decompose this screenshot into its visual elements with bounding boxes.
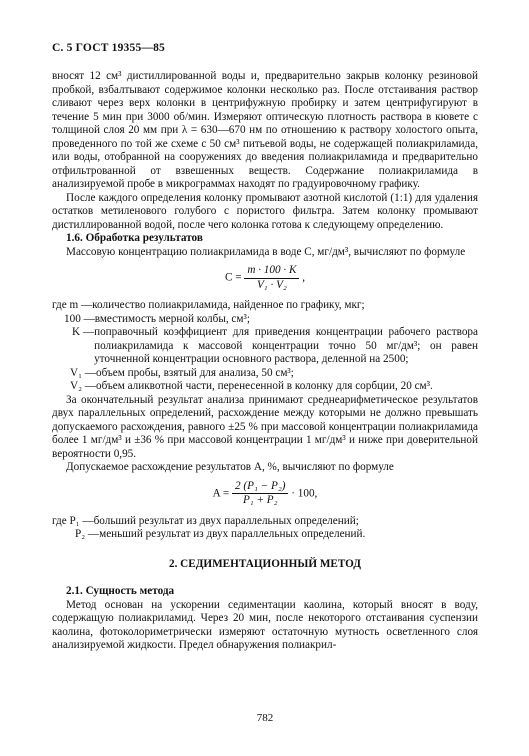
formula-lhs: C = bbox=[224, 271, 242, 284]
paragraph: После каждого определения колонку промывают азотной кислотой (1:1) для удаления остатков метиленового голубого с пористого фильтра. Затем колонку промывают дистиллированной водой, после чего колонка готова к следующему определению. bbox=[52, 191, 478, 231]
formula-concentration bbox=[52, 264, 478, 292]
section-heading: 2. СЕДИМЕНТАЦИОННЫЙ МЕТОД bbox=[168, 557, 361, 570]
where-list bbox=[52, 515, 478, 542]
running-header: С. 5 ГОСТ 19355—85 bbox=[52, 42, 165, 54]
where-list bbox=[52, 299, 478, 394]
page-number: 782 bbox=[256, 712, 274, 724]
where-text: меньший результат из двух параллельных определений. bbox=[99, 528, 366, 540]
formula-denominator: V₁ · V₂ bbox=[256, 278, 287, 291]
where-item bbox=[52, 326, 478, 367]
where-item bbox=[52, 299, 478, 313]
formula-fraction bbox=[244, 264, 299, 292]
where-text: количество полиакриламида, найденное по графику, мкг; bbox=[92, 299, 365, 311]
paragraph: вносят 12 см³ дистиллированной воды и, предварительно закрыв колонку резиновой пробкой, взбалтывают содержимое колонки несколько раз. После отстаивания раствор сливают через верх колонки в центрифужную пробирку и затем центрифугируют в течение 5 мин при 3000 об/мин. Измеряют оптическую плотность раствора в кювете с толщиной слоя 20 мм при λ = 630—670 нм по отношению к раствору холостого опыта, проведенного по той же схеме с 50 см³ питьевой воды, не содержащей полиакриламида, или воды, отобранной на сооружениях до введения полиакриламида и предварительно отфильтрованной от взвешенных веществ. Содержание полиакриламида в анализируемой пробе в микрограммах находят по градуировочному графику. bbox=[52, 70, 478, 190]
where-symbol: где m — bbox=[52, 299, 93, 311]
where-item bbox=[52, 515, 478, 529]
where-item bbox=[52, 313, 478, 327]
formula-numerator: m · 100 · K bbox=[244, 264, 299, 279]
document-page bbox=[52, 0, 478, 756]
document-body bbox=[52, 70, 478, 653]
subsection-heading: 1.6. Обработка результатов bbox=[66, 232, 203, 244]
where-text: объем аликвотной части, перенесенной в колонку для сорбции, 20 см³. bbox=[95, 380, 433, 392]
where-item bbox=[52, 380, 478, 394]
where-symbol: где P₁ — bbox=[52, 514, 94, 527]
where-symbol: 100 — bbox=[64, 312, 95, 325]
paragraph: За окончательный результат анализа принимают среднеарифметическое результатов двух параллельных определений, расхождение между которыми не должно превышать допускаемого расхождения, равного ±25 % при массовой концентрации полиакриламида более 1 мг/дм³ и ±36 % при массовой концентрации 1 мг/дм³ и ниже при доверительной вероятности 0,95. bbox=[52, 393, 478, 460]
paragraph: Допускаемое расхождение результатов A, %, вычисляют по формуле bbox=[66, 461, 394, 473]
where-item bbox=[52, 367, 478, 381]
where-text: объем пробы, взятый для анализа, 50 см³; bbox=[95, 366, 294, 379]
where-item bbox=[52, 528, 478, 542]
where-symbol: V₂ — bbox=[70, 380, 96, 392]
where-symbol: V₁ — bbox=[70, 366, 96, 379]
formula-lhs: A = bbox=[212, 486, 230, 499]
where-text: поправочный коэффициент для приведения концентрации рабочего раствора полиакриламида к массовой концентрации точно 50 мг/дм³; он равен уточненной концентрации основного раствора, деленной на 2500; bbox=[94, 326, 478, 365]
where-text: больший результат из двух параллельных определений; bbox=[93, 514, 359, 527]
paragraph: Метод основан на ускорении седиментации каолина, который вносят в воду, содержащую полиакриламид. Через 20 мин, после некоторого отстаивания суспензии каолина, фотоколориметрически измеряют остаточную мутность осветленного слоя анализируемой жидкости. Предел обнаружения полиакрил- bbox=[52, 598, 478, 651]
where-symbol: K — bbox=[72, 326, 95, 338]
formula-tail: · 100, bbox=[291, 486, 318, 499]
formula-tail: , bbox=[302, 271, 306, 284]
subsection-heading: 2.1. Сущность метода bbox=[66, 585, 175, 597]
where-symbol: P₂ — bbox=[75, 528, 100, 540]
formula-denominator: P₁ + P₂ bbox=[242, 494, 278, 506]
formula-numerator: 2 (P₁ − P₂) bbox=[232, 480, 288, 495]
where-text: вместимость мерной колбы, см³; bbox=[94, 312, 250, 325]
paragraph: Массовую концентрацию полиакриламида в воде C, мг/дм³, вычисляют по формуле bbox=[66, 245, 466, 258]
formula-fraction bbox=[232, 480, 288, 508]
formula-discrepancy bbox=[52, 480, 478, 508]
